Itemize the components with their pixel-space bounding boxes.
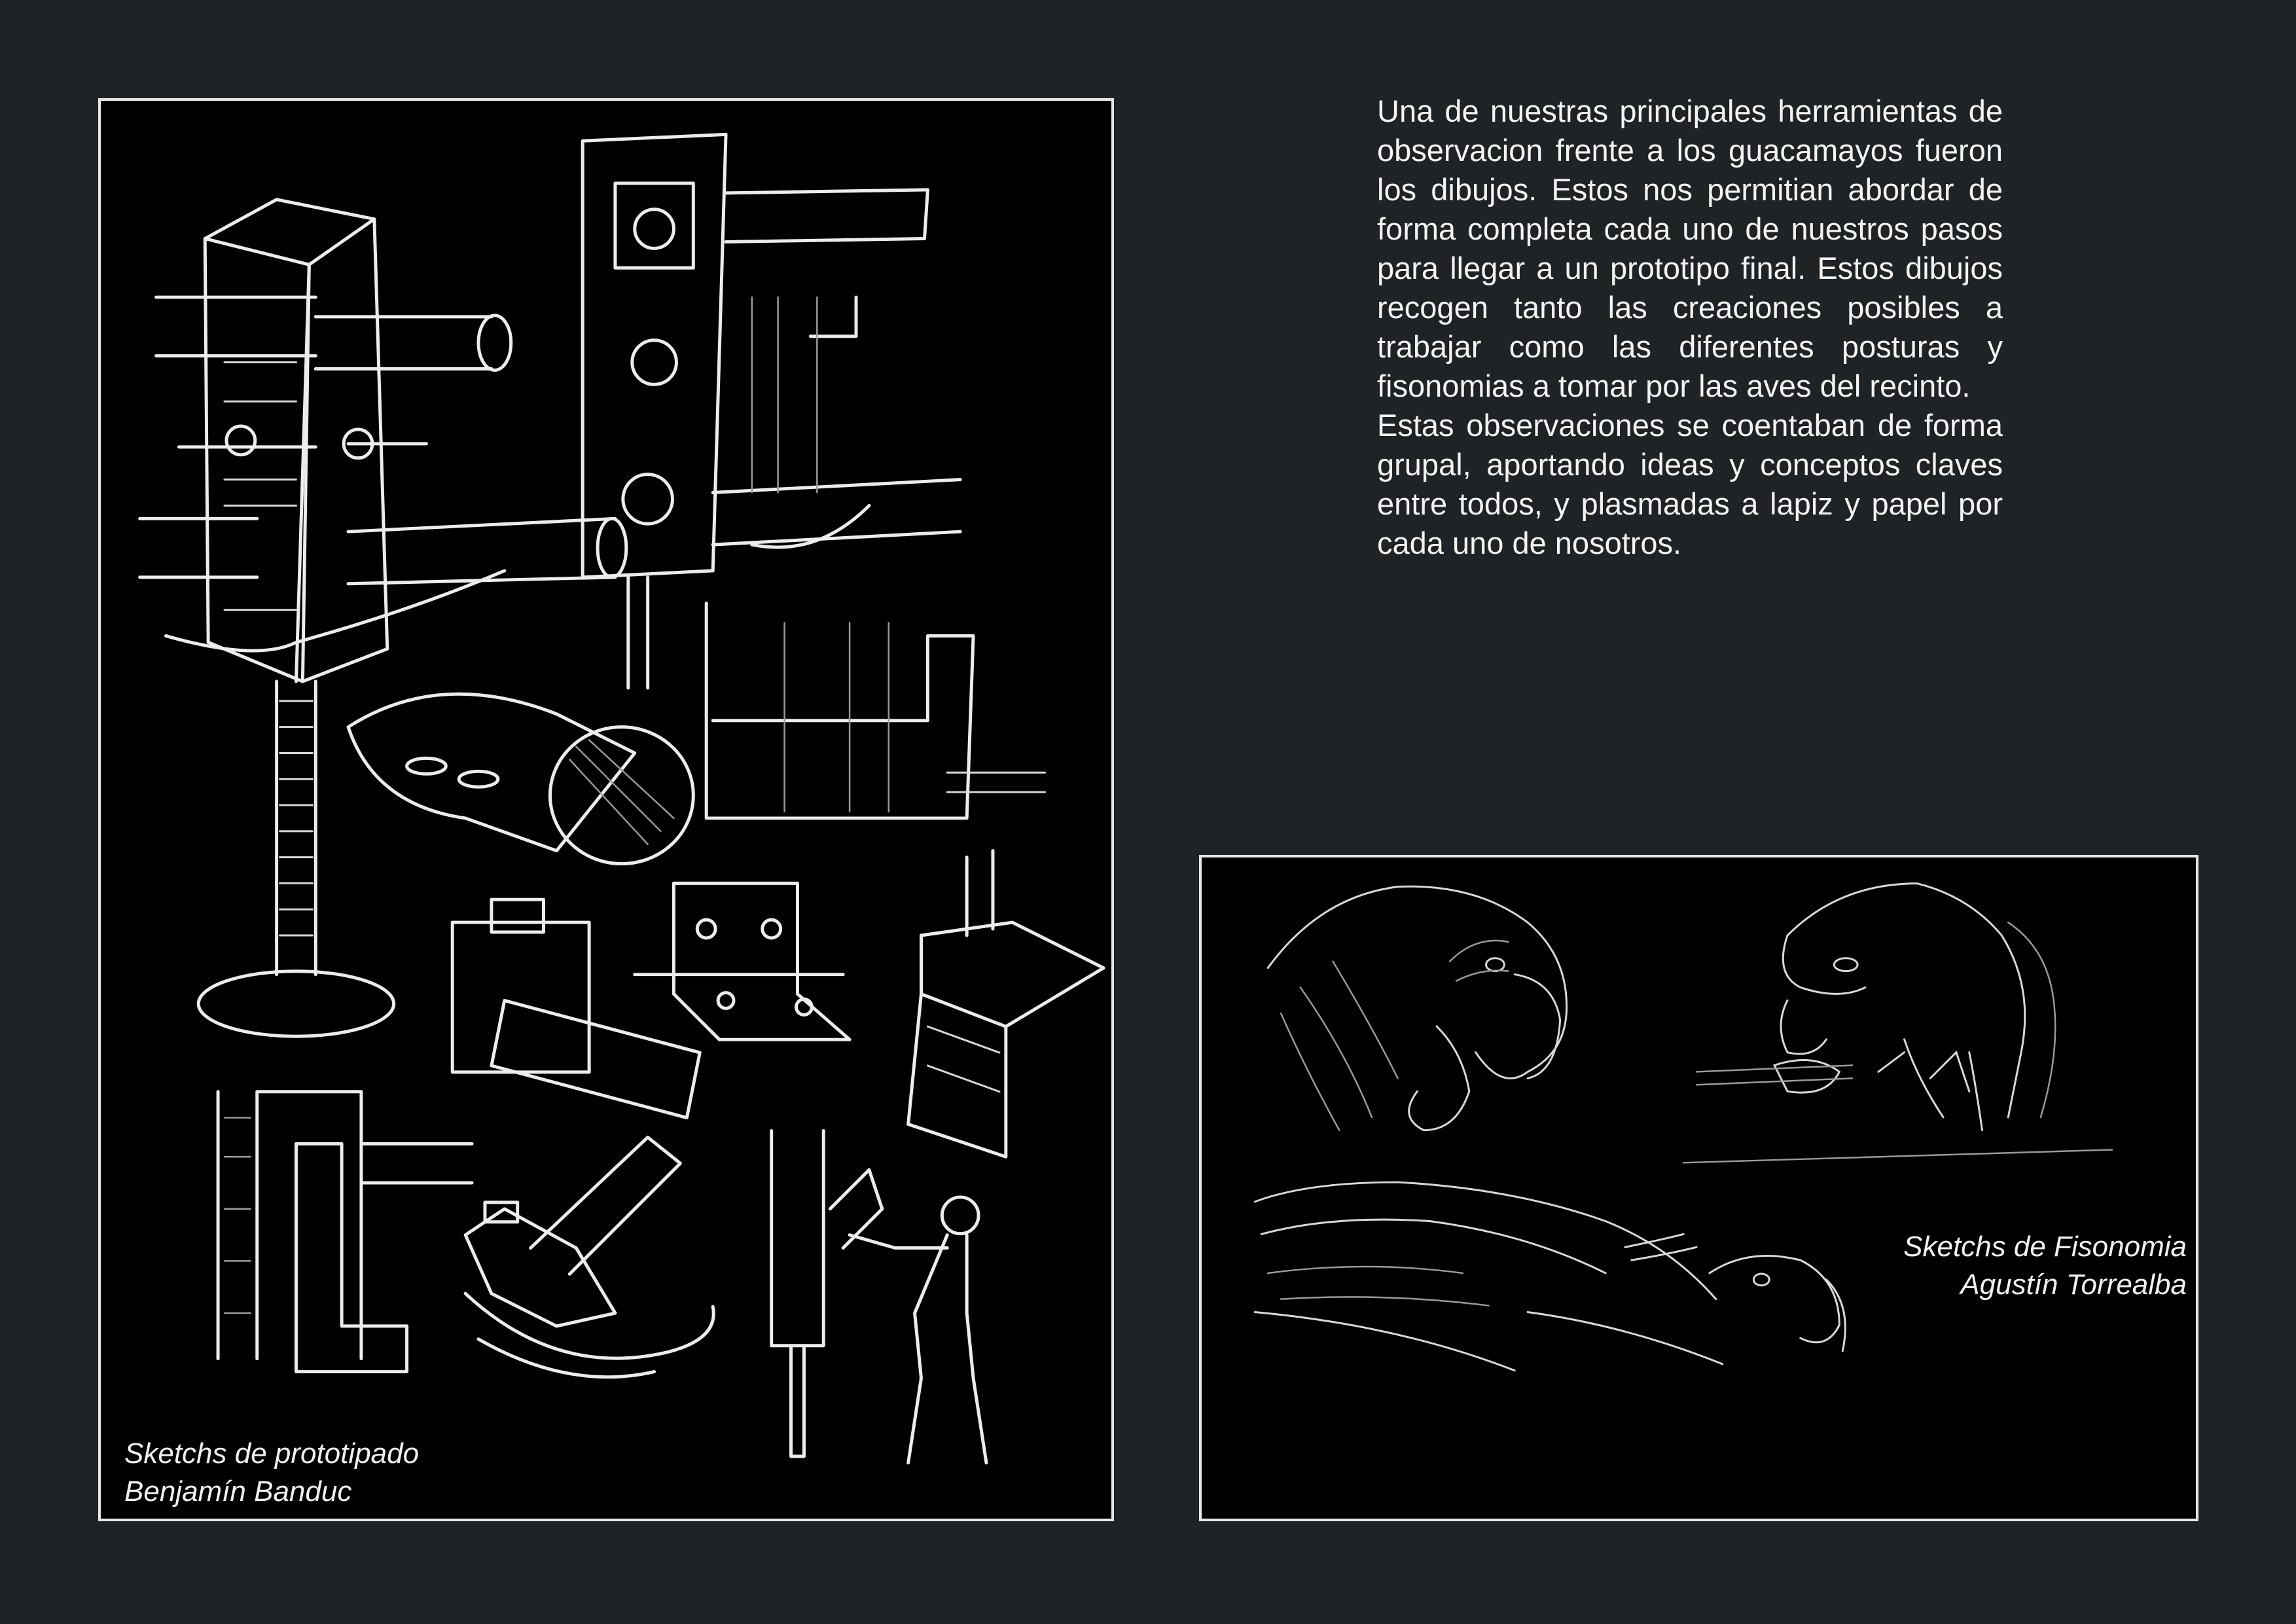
person-reaching-sketch [772,1130,986,1462]
macaw-head-sketch [1268,886,1566,1130]
prototyping-caption-author: Benjamín Banduc [124,1475,352,1507]
prototyping-sketches-illustration [101,101,1111,1519]
hand-holding-tool-sketch [465,1137,713,1377]
log-tube-sketch [348,694,693,863]
hinge-bracket-sketches [452,883,850,1117]
physiognomy-caption [1903,1228,2187,1304]
body-paragraph-2: Estas observaciones se coentaban de forma grupal, aportando ideas y conceptos claves entre todos, y plasmadas a lapiz y papel por cada uno de nosotros. [1377,408,2003,560]
nest-box-sketch [583,134,960,688]
physiognomy-caption-author: Agustín Torrealba [1960,1269,2187,1301]
physiognomy-caption-title: Sketchs de Fisonomia [1903,1231,2187,1263]
prototyping-sketches-panel [98,98,1114,1521]
physiognomy-sketches-illustration [1202,857,2196,1519]
parrot-eating-sketch [1683,884,2112,1163]
shelf-frame-sketch [706,604,1045,818]
physiognomy-sketches-panel [1199,855,2198,1521]
bird-resting-sketch [1255,1182,1845,1371]
body-text [1377,92,2003,563]
wall-handle-sketch [218,1092,472,1372]
body-paragraph-1: Una de nuestras principales herramientas de observacion frente a los guacamayos fueron los dibujos. Estos nos permitian abordar de forma completa cada uno de nuestros pasos para llegar a un prototipo final. Estos dibujos recogen tanto las creaciones posibles a trabajar como las diferentes posturas y fisonomias a tomar por las aves del recinto. [1377,94,2003,403]
prototyping-caption-title: Sketchs de prototipado [124,1437,420,1470]
angled-box-sketch [908,851,1103,1157]
perch-tower-sketch [140,200,626,1036]
prototyping-caption [124,1435,419,1511]
